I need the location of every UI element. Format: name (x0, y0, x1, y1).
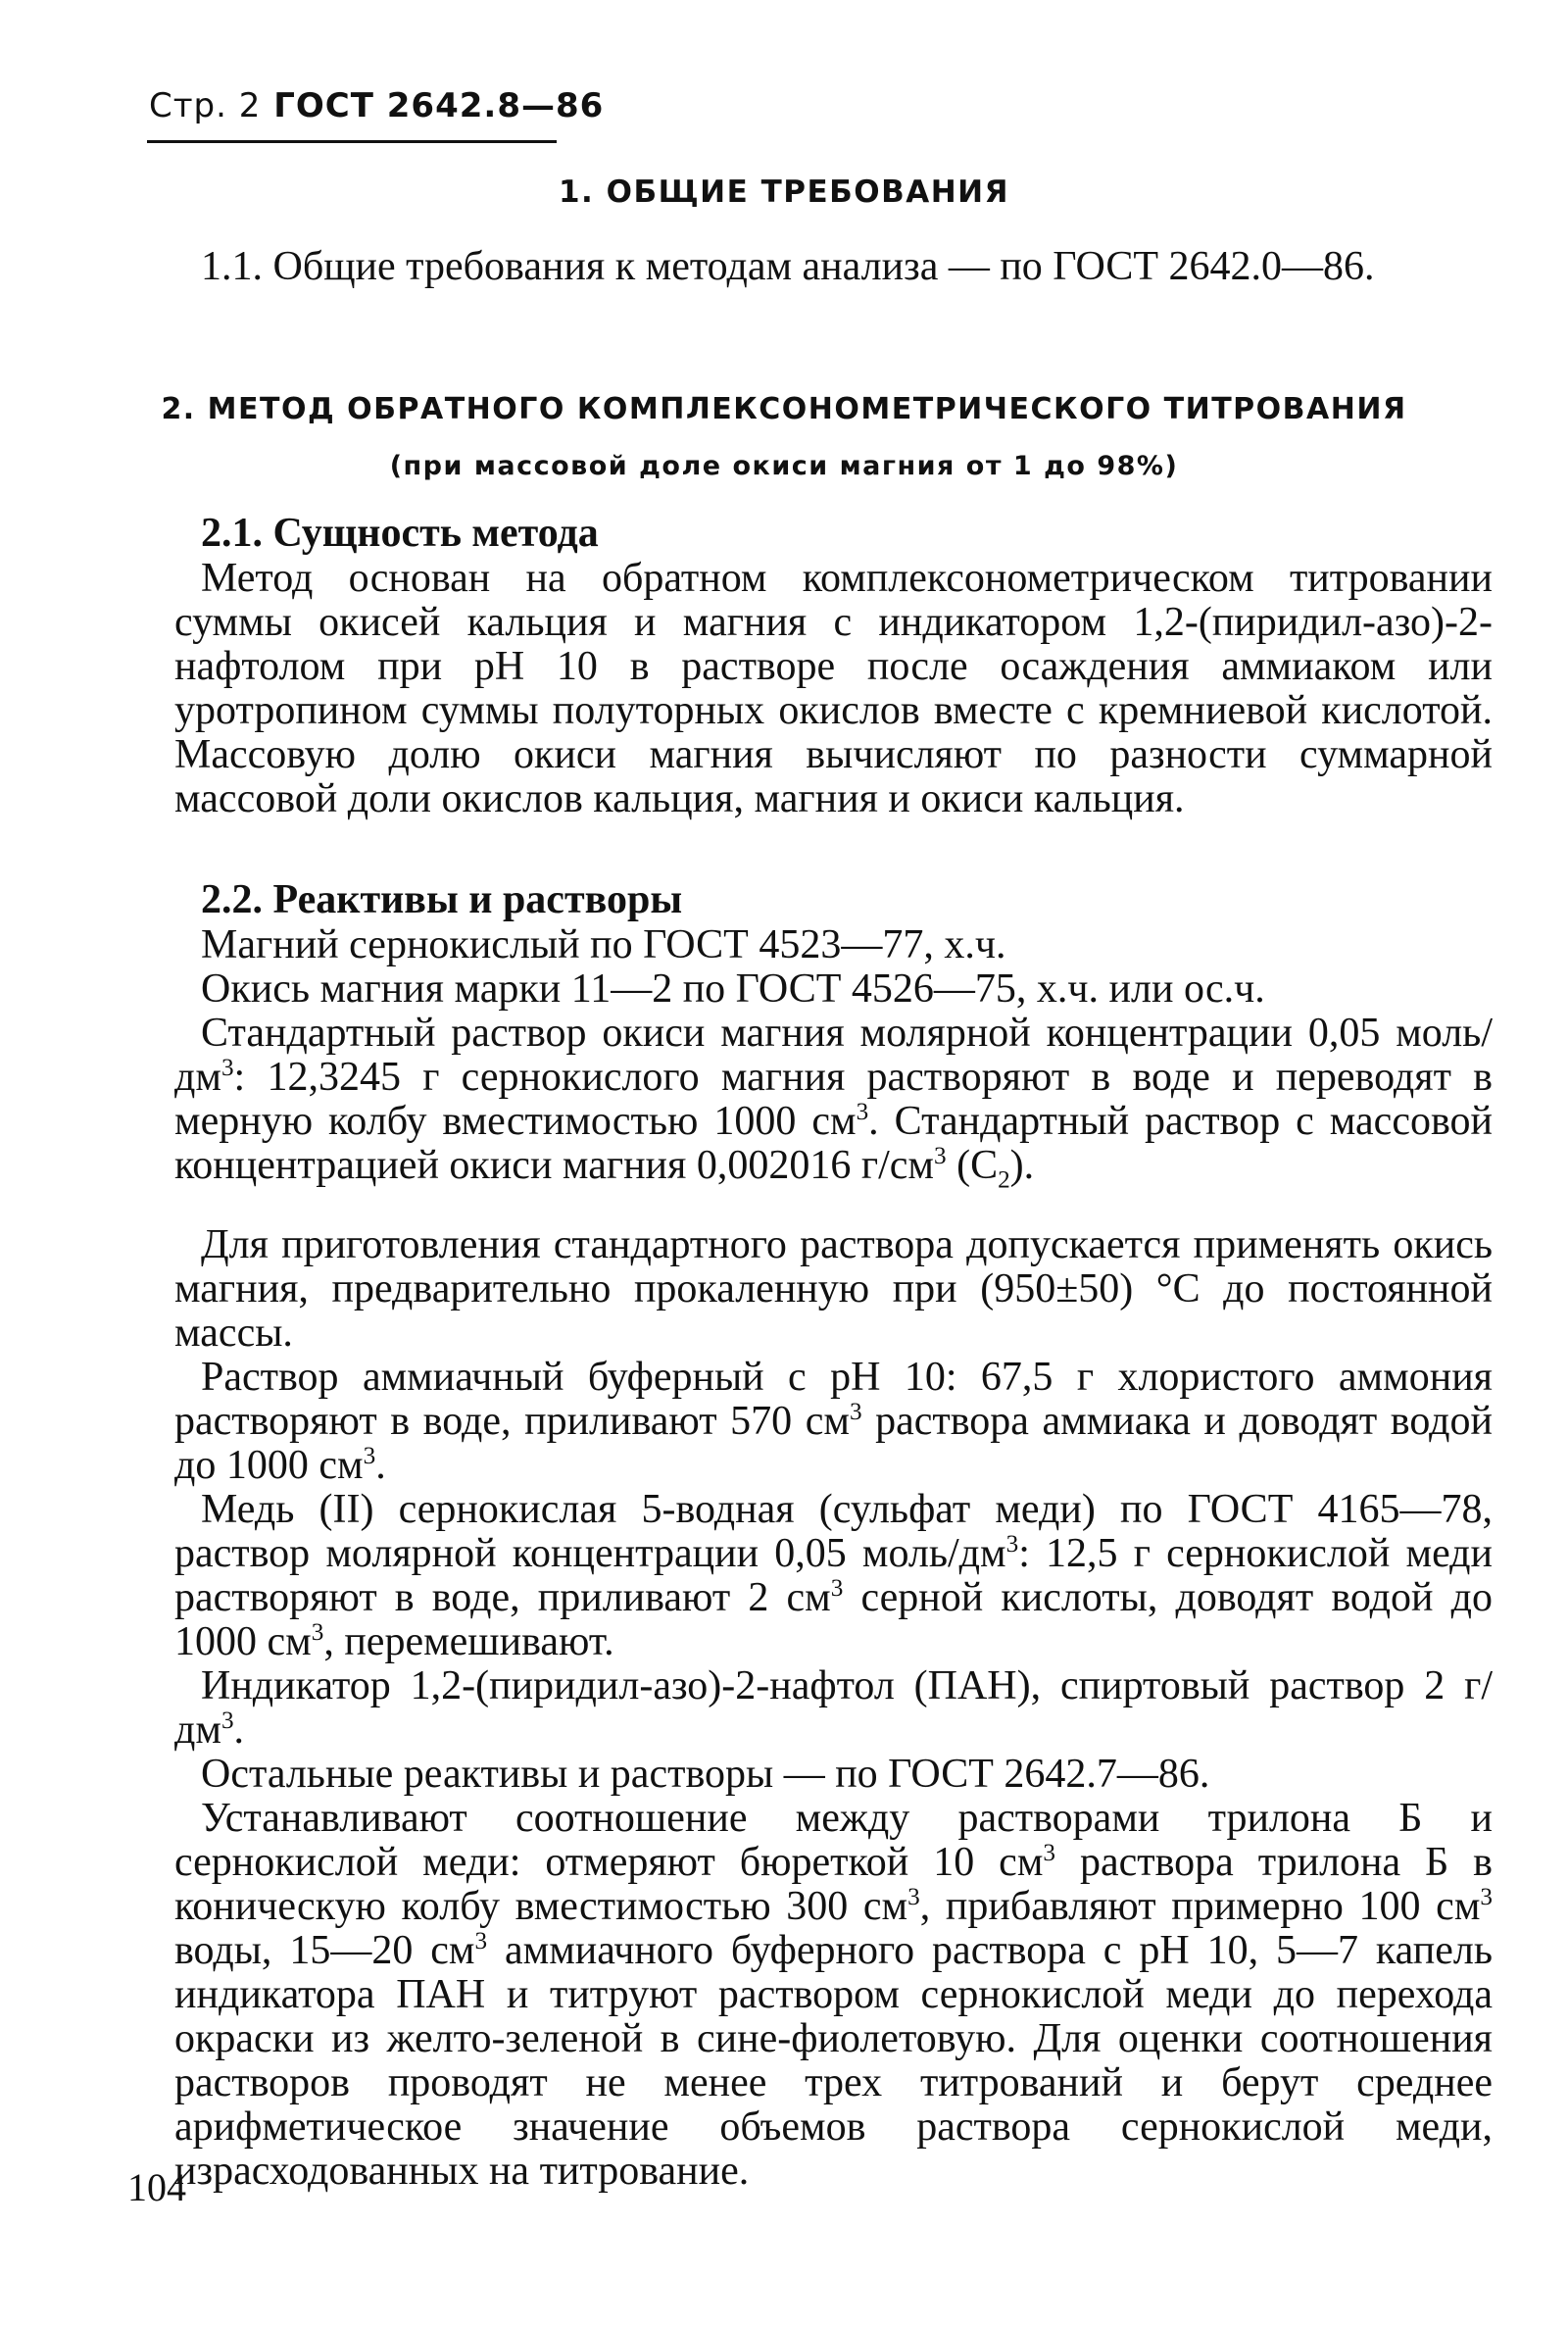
r5-sup-1: 3 (849, 1399, 862, 1425)
r6-part-c: серной кислоты, доводят водой до 1000 см (174, 1575, 1494, 1664)
r9-part-e: аммиачного буферного раствора с pH 10, 5—7 капель индикатора ПАН и титруют раствором сернокислой меди до перехода окраски из желто-зеленой в сине-фиолетовую. Для оценки соотношения растворов проводят не менее трех титрований и берут среднее арифметическое значение объемов раствора сернокислой меди, израсходованных на титрование. (174, 1928, 1493, 2194)
section-2-title: 2. МЕТОД ОБРАТНОГО КОМПЛЕКСОНОМЕТРИЧЕСКОГО ТИТРОВАНИЯ (161, 392, 1407, 426)
section-1-title: 1. ОБЩИЕ ТРЕБОВАНИЯ (558, 174, 1010, 210)
r9-sup-2: 3 (907, 1884, 920, 1910)
subsection-2-1-heading: 2.1. Сущность метода (201, 511, 599, 556)
standard-code: ГОСТ 2642.8—86 (273, 86, 605, 125)
r7-part-b: . (233, 1707, 245, 1753)
subsection-2-1-text: Метод основан на обратном комплексонометрическом титровании суммы окисей кальция и магния с индикатором 1,2-(пиридил-азо)-2-нафтолом при pH 10 в растворе после осаждения аммиаком или уротропином суммы полуторных окислов вместе с кремниевой кислотой. Массовую долю окиси магния вычисляют по разности суммарной массовой доли окислов кальция, магния и окиси кальция. (174, 556, 1493, 821)
reagent-ammonia-buffer (174, 1356, 1493, 1488)
r9-part-a: Устанавливают соотношение между растворами трилона Б и сернокислой меди: отмеряют бюреткой 10 см (174, 1796, 1493, 1885)
r3-part-a: Стандартный раствор окиси магния молярной концентрации 0,05 моль/дм (174, 1011, 1493, 1100)
r9-sup-4: 3 (474, 1928, 488, 1955)
r9-sup-3: 3 (1480, 1884, 1493, 1910)
reagent-magnesium-sulfate: Магний сернокислый по ГОСТ 4523—77, х.ч. (201, 922, 1006, 967)
r5-part-b: раствора аммиака и доводят водой до 1000 см (174, 1399, 1493, 1488)
r6-part-b: : 12,5 г сернокислой меди растворяют в воде, приливают 2 см (174, 1531, 1493, 1620)
r3-part-b: : 12,3245 г сернокислого магния растворяют в воде и переводят в мерную колбу вместимостью 1000 см (174, 1055, 1493, 1144)
ratio-determination (174, 1797, 1493, 2194)
r3-sub: 2 (998, 1166, 1010, 1194)
reagent-indicator-pan (174, 1664, 1493, 1753)
r5-part-c: . (375, 1443, 386, 1488)
r3-part-d: (C (946, 1143, 999, 1188)
r5-part-a: Раствор аммиачный буферный с pH 10: 67,5 г хлористого аммония растворяют в воде, приливают 570 см (174, 1355, 1493, 1444)
r3-sup-1: 3 (220, 1055, 234, 1081)
r6-sup-2: 3 (830, 1575, 844, 1602)
reagent-standard-solution (174, 1011, 1493, 1194)
r3-part-e: ). (1009, 1143, 1035, 1188)
r9-part-d: воды, 15—20 см (174, 1928, 475, 1973)
page-label: Стр. 2 (149, 86, 262, 125)
r6-sup-3: 3 (311, 1619, 324, 1646)
page-number: 104 (127, 2165, 186, 2209)
section-2-subtitle: (при массовой доле окиси магния от 1 до 98%) (389, 451, 1179, 481)
r3-sup-2: 3 (856, 1099, 869, 1125)
r6-part-d: , перемешивают. (323, 1619, 614, 1664)
r9-sup-1: 3 (1043, 1840, 1055, 1866)
subsection-2-2-heading: 2.2. Реактивы и растворы (201, 877, 683, 922)
reagent-copper-sulfate (174, 1488, 1493, 1664)
r6-sup-1: 3 (1005, 1531, 1019, 1558)
r3-sup-3: 3 (933, 1143, 947, 1169)
r7-sup: 3 (220, 1707, 234, 1734)
header-rule (147, 140, 557, 143)
reagent-other: Остальные реактивы и растворы — по ГОСТ 2642.7—86. (201, 1752, 1210, 1797)
r7-part-a: Индикатор 1,2-(пиридил-азо)-2-нафтол (ПАН), спиртовый раствор 2 г/дм (174, 1663, 1493, 1753)
r9-part-c: , прибавляют примерно 100 см (919, 1884, 1481, 1929)
r3-part-c: . Стандартный раствор с массовой концентрацией окиси магния 0,002016 г/см (174, 1099, 1493, 1188)
reagent-preparation-note: Для приготовления стандартного раствора допускается применять окись магния, предварительно прокаленную при (950±50) °С до постоянной массы. (174, 1222, 1493, 1356)
reagent-magnesium-oxide: Окись магния марки 11—2 по ГОСТ 4526—75, х.ч. или ос.ч. (201, 966, 1265, 1012)
r5-sup-2: 3 (363, 1443, 376, 1469)
paragraph-1-1: 1.1. Общие требования к методам анализа — по ГОСТ 2642.0—86. (201, 244, 1375, 289)
r9-part-b: раствора трилона Б в коническую колбу вместимостью 300 см (174, 1840, 1493, 1929)
page-header (149, 86, 604, 125)
r6-part-a: Медь (II) сернокислая 5-водная (сульфат меди) по ГОСТ 4165—78, раствор молярной концентрации 0,05 моль/дм (174, 1487, 1493, 1576)
